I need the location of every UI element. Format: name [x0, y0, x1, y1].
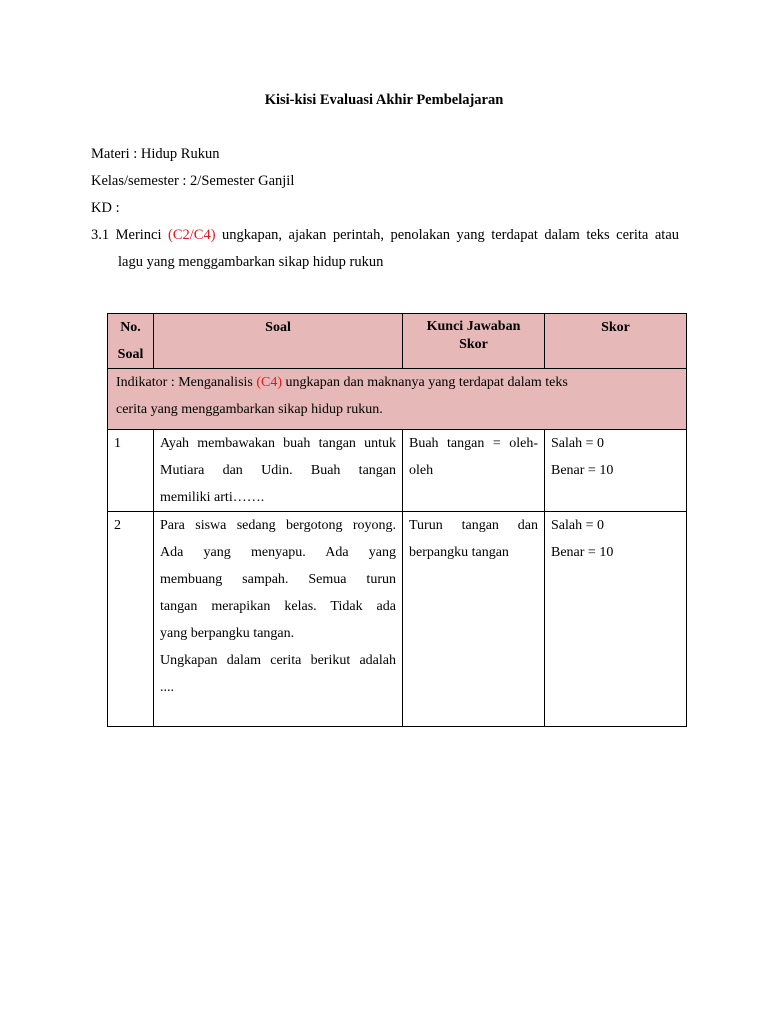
header-no-line1: No.	[120, 320, 141, 335]
evaluation-table	[107, 313, 687, 727]
row1-kunci-line: oleh	[409, 463, 434, 478]
row1-kunci-line: Buah tangan = oleh-	[409, 436, 538, 451]
row2-skor	[545, 512, 687, 727]
kd-statement	[91, 227, 679, 244]
row2-kunci-line: Turun tangan dan	[409, 518, 538, 533]
indikator-prefix: Indikator : Menganalisis	[116, 375, 257, 390]
indikator-cell	[108, 369, 687, 430]
kd-prefix: 3.1 Merinci	[91, 227, 169, 243]
row2-soal-line: Ungkapan dalam cerita berikut adalah	[160, 653, 396, 668]
row2-soal-line: membuang sampah. Semua turun	[160, 572, 396, 587]
row2-soal-line: Ada yang menyapu. Ada yang	[160, 545, 396, 560]
row2-soal-line: tangan merapikan kelas. Tidak ada	[160, 599, 396, 614]
header-soal	[154, 314, 403, 369]
materi-line: Materi : Hidup Rukun	[91, 146, 220, 162]
page-title: Kisi-kisi Evaluasi Akhir Pembelajaran	[264, 92, 504, 108]
header-skor	[545, 314, 687, 369]
row1-soal-line: Ayah membawakan buah tangan untuk	[160, 436, 396, 451]
header-no-soal	[108, 314, 154, 369]
row1-skor-benar: Benar = 10	[551, 463, 614, 478]
table-row	[108, 512, 687, 727]
row1-soal-line: Mutiara dan Udin. Buah tangan	[160, 463, 396, 478]
row2-soal-line: yang berpangku tangan.	[160, 626, 295, 641]
header-soal-label: Soal	[265, 320, 291, 335]
row1-skor-salah: Salah = 0	[551, 436, 604, 451]
indikator-rest: ungkapan dan maknanya yang terdapat dalam teks	[282, 375, 568, 390]
row2-kunci	[403, 512, 545, 727]
kd-rest: ungkapan, ajakan perintah, penolakan yang terdapat dalam teks cerita atau	[215, 227, 680, 243]
row1-soal	[154, 430, 403, 512]
kd-label: KD :	[91, 200, 120, 216]
row2-skor-benar: Benar = 10	[551, 545, 614, 560]
header-kunci	[403, 314, 545, 369]
indikator-line2: cerita yang menggambarkan sikap hidup rukun.	[116, 402, 383, 417]
row2-soal-line: Para siswa sedang bergotong royong.	[160, 518, 396, 533]
table-header-row	[108, 314, 687, 369]
indikator-row	[108, 369, 687, 430]
indikator-level: (C4)	[256, 375, 283, 390]
row1-no: 1	[108, 430, 154, 512]
row2-no: 2	[108, 512, 154, 727]
row2-skor-salah: Salah = 0	[551, 518, 604, 533]
header-kunci-line2: Skor	[459, 337, 488, 352]
header-skor-label: Skor	[601, 320, 630, 335]
row2-kunci-line: berpangku tangan	[409, 545, 509, 560]
row1-soal-line: memiliki arti…….	[160, 490, 265, 505]
kd-level: (C2/C4)	[168, 227, 216, 243]
row1-skor	[545, 430, 687, 512]
header-no-line2: Soal	[117, 347, 144, 362]
row1-kunci	[403, 430, 545, 512]
kelas-line: Kelas/semester : 2/Semester Ganjil	[91, 173, 295, 189]
row2-soal	[154, 512, 403, 727]
indikator-line1	[116, 369, 680, 396]
row2-soal-line: ....	[160, 680, 174, 695]
table-row	[108, 430, 687, 512]
kd-statement-line2: lagu yang menggambarkan sikap hidup rukun	[118, 254, 384, 270]
header-kunci-line1: Kunci Jawaban	[426, 319, 521, 334]
